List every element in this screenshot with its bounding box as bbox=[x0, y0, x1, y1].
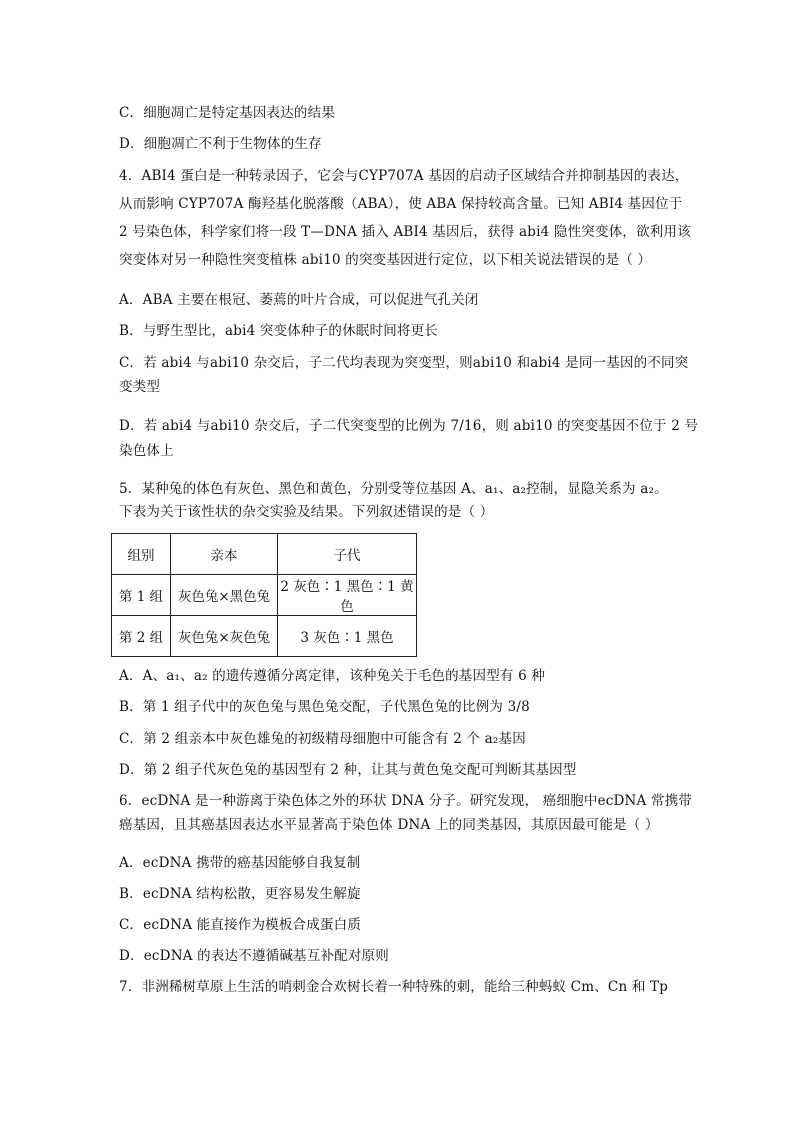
q6-option-c: C．ecDNA 能直接作为模板合成蛋白质 bbox=[119, 917, 362, 933]
q6-option-a: A．ecDNA 携带的癌基因能够自我复制 bbox=[119, 855, 361, 871]
q4-option-a: A．ABA 主要在根冠、萎蔫的叶片合成，可以促进气孔关闭 bbox=[119, 292, 479, 308]
table-header-cell: 子代 bbox=[278, 534, 417, 575]
q4-option-c-line-1: C．若 abi4 与abi10 杂交后，子二代均表现为突变型，则abi10 和abi4 是同一基因的不同突 bbox=[119, 355, 689, 371]
q6-stem-line-2: 癌基因，且其癌基因表达水平显著高于染色体 DNA 上的同类基因，其原因最可能是（ ） bbox=[119, 817, 659, 833]
q5-cross-table bbox=[111, 533, 417, 657]
q5-stem-line-1: 5．某种兔的体色有灰色、黑色和黄色，分别受等位基因 A、a₁、a₂控制，显隐关系为 a₂。 bbox=[119, 481, 668, 497]
q3-option-c: C．细胞凋亡是特定基因表达的结果 bbox=[119, 105, 336, 121]
q4-option-c-line-2: 变类型 bbox=[119, 379, 161, 395]
q6-option-d: D．ecDNA 的表达不遵循碱基互补配对原则 bbox=[119, 948, 389, 964]
q4-option-d-line-2: 染色体上 bbox=[119, 443, 174, 459]
q7-stem: 7．非洲稀树草原上生活的哨刺金合欢树长着一种特殊的刺，能给三种蚂蚁 Cm、Cn 和 Tp bbox=[119, 979, 669, 995]
table-cell: 灰色兔×黑色兔 bbox=[171, 575, 278, 616]
q5-option-a: A．A、a₁、a₂ 的遗传遵循分离定律，该种兔关于毛色的基因型有 6 种 bbox=[119, 668, 546, 684]
q4-option-b: B．与野生型比，abi4 突变体种子的休眠时间将更长 bbox=[119, 323, 439, 339]
q3-option-d: D．细胞凋亡不利于生物体的生存 bbox=[119, 136, 322, 152]
table-cell: 第 2 组 bbox=[112, 616, 171, 657]
q4-stem-line-4: 突变体对另一种隐性突变植株 abi10 的突变基因进行定位，以下相关说法错误的是（ ） bbox=[119, 252, 652, 268]
table-cell: 第 1 组 bbox=[112, 575, 171, 616]
q5-option-b: B．第 1 组子代中的灰色兔与黑色兔交配，子代黑色兔的比例为 3/8 bbox=[119, 699, 530, 715]
table-row bbox=[112, 575, 417, 616]
q6-stem-line-1: 6．ecDNA 是一种游离于染色体之外的环状 DNA 分子。研究发现， 癌细胞中ecDNA 常携带 bbox=[119, 793, 693, 809]
table-header-row bbox=[112, 534, 417, 575]
table-header-cell: 亲本 bbox=[171, 534, 278, 575]
table-header-cell: 组别 bbox=[112, 534, 171, 575]
q4-stem-line-2: 从而影响 CYP707A 酶羟基化脱落酸（ABA），使 ABA 保持较高含量。已知 ABI4 基因位于 bbox=[119, 196, 683, 212]
table-cell: 3 灰色∶1 黑色 bbox=[278, 616, 417, 657]
q4-stem-line-3: 2 号染色体，科学家们将一段 T—DNA 插入 ABI4 基因后，获得 abi4 隐性突变体，欲利用该 bbox=[119, 224, 691, 240]
table-row bbox=[112, 616, 417, 657]
q4-option-d-line-1: D．若 abi4 与abi10 杂交后，子二代突变型的比例为 7/16，则 abi10 的突变基因不位于 2 号 bbox=[119, 418, 699, 434]
table-cell: 2 灰色∶1 黑色∶1 黄色 bbox=[278, 575, 417, 616]
q5-option-c: C．第 2 组亲本中灰色雄兔的初级精母细胞中可能含有 2 个 a₂基因 bbox=[119, 731, 526, 747]
q6-option-b: B．ecDNA 结构松散，更容易发生解旋 bbox=[119, 886, 361, 902]
q5-option-d: D．第 2 组子代灰色兔的基因型有 2 种，让其与黄色兔交配可判断其基因型 bbox=[119, 762, 577, 778]
table-cell: 灰色兔×灰色兔 bbox=[171, 616, 278, 657]
q4-stem-line-1: 4．ABI4 蛋白是一种转录因子，它会与CYP707A 基因的启动子区域结合并抑制基因的表达， bbox=[119, 168, 689, 184]
q5-stem-line-2: 下表为关于该性状的杂交实验及结果。下列叙述错误的是（ ） bbox=[119, 504, 494, 520]
